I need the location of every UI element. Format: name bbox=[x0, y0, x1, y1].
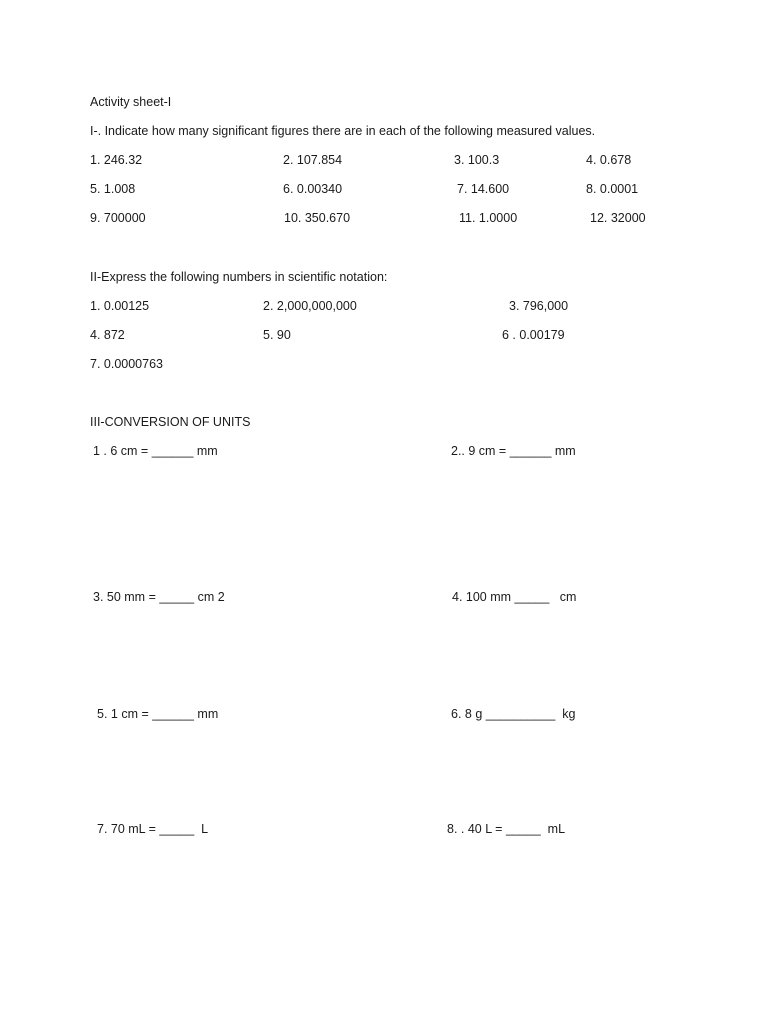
sigfig-item: 2. 107.854 bbox=[283, 153, 343, 167]
conversion-item: 4. 100 mm _____ cm bbox=[452, 590, 577, 604]
sigfig-item: 4. 0.678 bbox=[586, 153, 632, 167]
conversion-item: 8. . 40 L = _____ mL bbox=[447, 822, 566, 836]
conversion-item: 3. 50 mm = _____ cm 2 bbox=[93, 590, 225, 604]
sigfig-item: 7. 14.600 bbox=[457, 182, 510, 196]
conversion-item: 5. 1 cm = ______ mm bbox=[97, 707, 219, 721]
conversion-item: 1 . 6 cm = ______ mm bbox=[93, 444, 218, 458]
notation-item: 1. 0.00125 bbox=[90, 299, 150, 313]
page-title: Activity sheet-I bbox=[90, 95, 172, 109]
sigfig-item: 1. 246.32 bbox=[90, 153, 143, 167]
sigfig-item: 12. 32000 bbox=[590, 211, 646, 225]
notation-item: 6 . 0.00179 bbox=[502, 328, 565, 342]
sigfig-item: 6. 0.00340 bbox=[283, 182, 343, 196]
section-1-heading: I-. Indicate how many significant figures there are in each of the following measured values. bbox=[90, 124, 596, 138]
sigfig-item: 10. 350.670 bbox=[284, 211, 351, 225]
sigfig-item: 11. 1.0000 bbox=[459, 211, 518, 225]
notation-item: 4. 872 bbox=[90, 328, 125, 342]
notation-item: 5. 90 bbox=[263, 328, 291, 342]
conversion-item: 7. 70 mL = _____ L bbox=[97, 822, 209, 836]
conversion-item: 6. 8 g __________ kg bbox=[451, 707, 576, 721]
sigfig-item: 9. 700000 bbox=[90, 211, 146, 225]
conversion-item: 2.. 9 cm = ______ mm bbox=[451, 444, 576, 458]
section-2-heading: II-Express the following numbers in scientific notation: bbox=[90, 270, 388, 284]
notation-item: 7. 0.0000763 bbox=[90, 357, 163, 371]
section-3-heading: III-CONVERSION OF UNITS bbox=[90, 415, 251, 429]
notation-item: 3. 796,000 bbox=[509, 299, 569, 313]
sigfig-item: 8. 0.0001 bbox=[586, 182, 639, 196]
notation-item: 2. 2,000,000,000 bbox=[263, 299, 357, 313]
sigfig-item: 3. 100.3 bbox=[454, 153, 500, 167]
sigfig-item: 5. 1.008 bbox=[90, 182, 136, 196]
